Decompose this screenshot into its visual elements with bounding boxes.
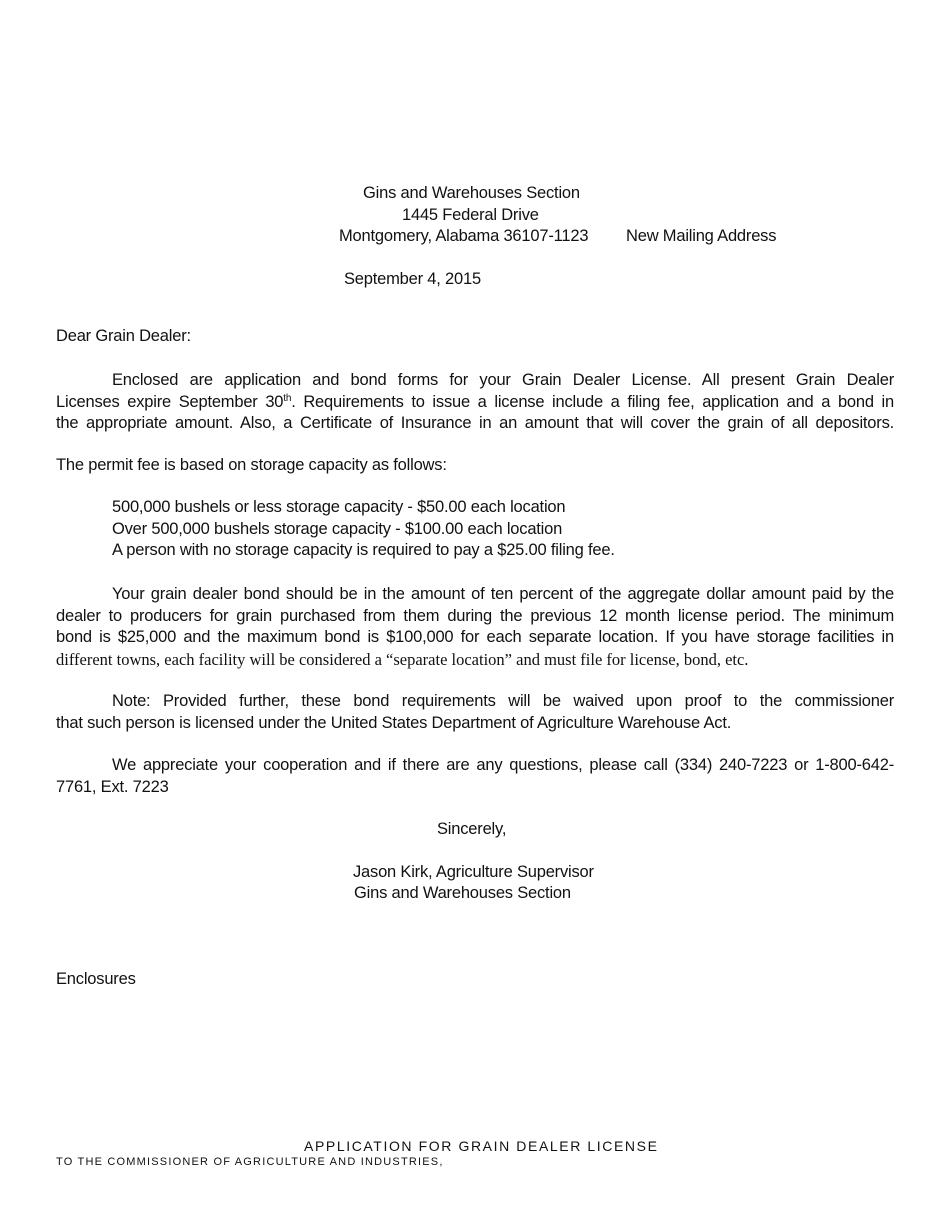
text-fragment: Licenses expire September 30 xyxy=(56,392,284,411)
paragraph-line: Enclosed are application and bond forms for your Grain Dealer License. All present Grain Dealer xyxy=(112,371,894,389)
paragraph-enclosed-forms xyxy=(56,370,894,435)
paragraph-line: We appreciate your cooperation and if there are any questions, please call (334) 240-7223 or 1-800-642- xyxy=(112,756,894,774)
paragraph-line: different towns, each facility will be considered a “separate location” and must file for license, bond, etc. xyxy=(56,649,749,669)
fee-schedule-item: A person with no storage capacity is required to pay a $25.00 filing fee. xyxy=(112,541,615,559)
signature-name-title: Jason Kirk, Agriculture Supervisor xyxy=(353,863,594,881)
ordinal-suffix: th xyxy=(283,392,292,404)
letterhead-street: 1445 Federal Drive xyxy=(402,206,539,224)
form-addressee: TO THE COMMISSIONER OF AGRICULTURE AND INDUSTRIES, xyxy=(56,1156,444,1168)
paragraph-line: Your grain dealer bond should be in the amount of ten percent of the aggregate dollar amount paid by the xyxy=(112,585,894,603)
paragraph-line: Note: Provided further, these bond requirements will be waived upon proof to the commissioner xyxy=(112,692,894,710)
paragraph-line xyxy=(56,392,894,414)
paragraph-line: that such person is licensed under the United States Department of Agriculture Warehouse Act. xyxy=(56,713,732,732)
paragraph-bond-amount xyxy=(56,584,894,670)
fee-schedule-item: Over 500,000 bushels storage capacity - $100.00 each location xyxy=(112,520,563,538)
form-title: APPLICATION FOR GRAIN DEALER LICENSE xyxy=(304,1138,659,1154)
letterhead-section: Gins and Warehouses Section xyxy=(363,184,580,202)
salutation: Dear Grain Dealer: xyxy=(56,327,191,345)
fee-schedule-item: 500,000 bushels or less storage capacity - $50.00 each location xyxy=(112,498,566,516)
text-fragment: . Requirements to issue a license include a filing fee, application and a bond in xyxy=(291,392,895,411)
letter-date: September 4, 2015 xyxy=(344,270,481,288)
enclosures-label: Enclosures xyxy=(56,970,136,988)
paragraph-note-waiver xyxy=(56,691,894,734)
signature-section: Gins and Warehouses Section xyxy=(354,884,571,902)
paragraph-line: dealer to producers for grain purchased from them during the previous 12 month license period. The minimum xyxy=(56,606,894,625)
paragraph-line: bond is $25,000 and the maximum bond is $100,000 for each separate location. If you have storage facilities in xyxy=(56,628,894,646)
paragraph-line: the appropriate amount. Also, a Certificate of Insurance in an amount that will cover the grain of all depositors. xyxy=(56,414,894,432)
letterhead-city: Montgomery, Alabama 36107-1123 xyxy=(339,227,589,245)
closing: Sincerely, xyxy=(437,820,507,838)
paragraph-contact xyxy=(56,755,894,798)
new-mailing-address-note: New Mailing Address xyxy=(626,227,777,245)
fee-intro: The permit fee is based on storage capacity as follows: xyxy=(56,456,447,474)
paragraph-line: 7761, Ext. 7223 xyxy=(56,777,169,796)
